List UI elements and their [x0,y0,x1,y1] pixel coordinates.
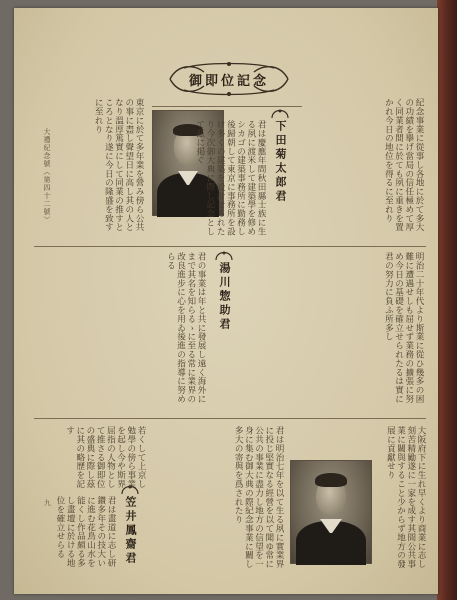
profile-text-shimoda: 君は慶應年間秋田縣士族に生る夙に渡米して建築學を修めシカゴの建築事務所に勤務し後歸朝して東京に事務所を設け多くの建築を設計せられたり今次御大典に際し記念として茲に掲ぐ [194,120,266,236]
article-text-middle-right: 明治二十年代より斯業に從ひ幾多の困難に遭遇せしも屈せず業務の擴張に努め今日の基礎を確立せられたるは實に君の努力に負ふ所多し [383,252,424,404]
name-plate-shimoda [270,120,290,230]
page-number: 九 [44,499,51,507]
article-text-bottom-right: 大阪府下に生れ早くより商業に志し刻苦精勵遂に一家を成す其間公共事業に關與すること少からず地方の發展に貢獻せり [385,426,426,569]
scroll-ornament-icon [270,106,290,120]
profile-name: 笠井鳳齋君 [124,496,137,566]
profile-text-kasai: 君は畫道に志し研鑽多年その技大いに進む花鳥山水を能くし作品頗る多し畫壇に於ける地位を確立せらる [54,496,116,568]
magazine-page [14,8,438,594]
name-plate-yukawa [214,262,234,382]
section-divider [34,246,426,247]
profile-name: 下田菊太郎君 [274,120,287,204]
name-plate-kasai [120,496,140,576]
profile-text-yukawa: 君は明治七年を以て生る夙に實業界に投じ堅實なる經營を以て聞ゆ常に公共の事業に盡力し地方の信望を一身に集む御大典の際紀念事業に關し多大の寄與を爲されたり [233,426,284,569]
profile-name: 湯川惣助君 [218,262,231,332]
scroll-ornament-icon [214,248,234,262]
article-text-bottom-left: 若くして上京し勉學の傍ら事業を起し今や斯界屈指の人物として推さる御即位の盛典に際し茲に其の略歷を記す [64,426,146,489]
running-header-note: 大禮紀念號（第四十二號） [43,128,51,224]
article-text-middle-left: 君の事業は年と共に發展し遠く海外にまで其名を知らるゝに至る常に業界の改良進步に心を用ゐ後進の指導に努めらる [165,252,206,404]
section-divider [34,418,426,419]
page-title: 御即位記念 [188,73,269,89]
article-text-top-left: 東京に於て多年業を營み傍ら公共の事に盡し聲望日に高し其の人となり溫厚篤實にして同業の推すところとなり遂に今日の隆盛を致すに至れり [93,98,144,232]
portrait-photo-yukawa [290,460,372,564]
page-header [164,60,294,98]
book-binding [437,0,457,600]
article-text-top-right: 紀念事業に從事し各地に於て多大の功績を擧げ當局の信任極めて厚く同業者間に於ても夙に重きを置かれ今日の地位を得るに至れり [383,98,424,232]
